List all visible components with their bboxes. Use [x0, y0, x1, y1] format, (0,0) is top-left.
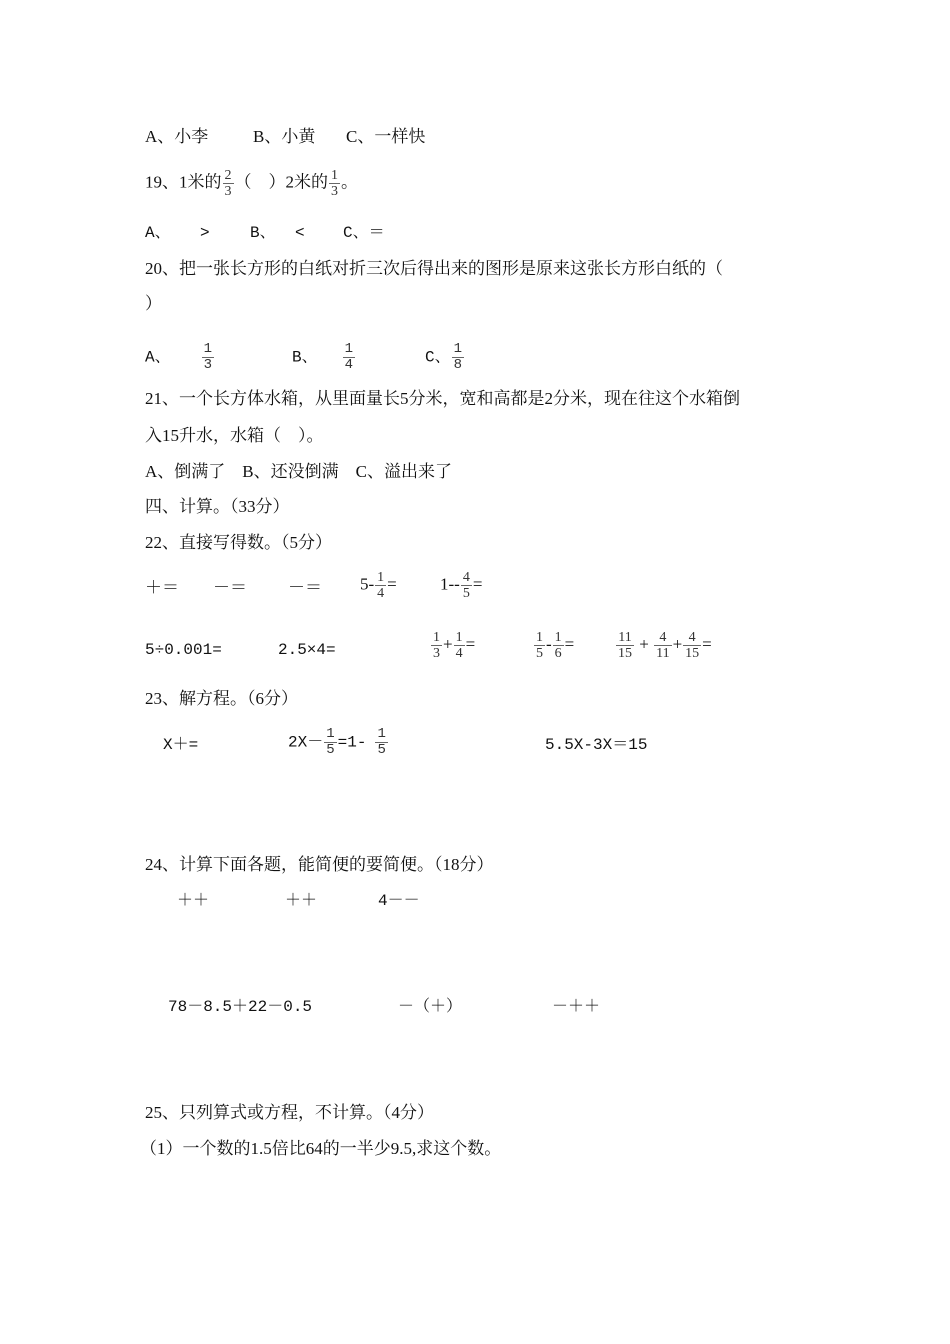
q24-expr-3: 4－－ [378, 892, 420, 910]
question-25-title: 25、只列算式或方程，不计算。（4分） [145, 1103, 434, 1122]
q24-expr-5: －（＋） [398, 998, 463, 1016]
fraction: $\frac{1}{8}$ [453, 341, 463, 373]
q22-expr-10: $\frac{11}{15}$ + $\frac{4}{11}$ + $\frac{4}{15}$ = [618, 630, 712, 661]
q19-option-a: A、 [145, 224, 171, 242]
q20-option-a: A、 $\frac{1}{3}$ [145, 341, 213, 373]
q24-expr-6: －＋＋ [552, 998, 601, 1016]
q18-option-a: A、小李 [145, 127, 209, 146]
question-20-line1: 20、把一张长方形的白纸对折三次后得出来的图形是原来这张长方形白纸的（ [145, 259, 723, 278]
fraction: $\frac{1}{5}$ [536, 630, 543, 661]
q19-prefix: 19、1米的 [145, 172, 222, 192]
q22-expr-3: －＝ [288, 578, 322, 597]
q20-option-b: B、 $\frac{1}{4}$ [292, 341, 354, 373]
fraction: $\frac{1}{4}$ [377, 570, 385, 601]
fraction: $\frac{1}{6}$ [554, 630, 562, 661]
fraction: $\frac{4}{5}$ [462, 570, 470, 601]
section-heading: 四、计算。（33分） [145, 497, 290, 516]
question-21-line1: 21、一个长方体水箱，从里面量长5分米，宽和高都是2分米，现在往这个水箱倒 [145, 389, 740, 408]
fraction: $\frac{1}{5}$ [377, 726, 386, 758]
fraction: $\frac{1}{3}$ [331, 168, 338, 199]
q22-expr-5: 1-- $\frac{4}{5}$ = [440, 570, 483, 601]
q19-option-a-symbol: > [200, 224, 210, 242]
fraction: $\frac{1}{4}$ [344, 341, 354, 373]
q22-expr-9: $\frac{1}{5}$ - $\frac{1}{6}$ = [536, 630, 575, 661]
q18-option-b: B、小黄 [253, 127, 316, 146]
fraction: $\frac{1}{5}$ [326, 726, 335, 758]
q18-option-c: C、一样快 [346, 127, 426, 146]
q23-equation-3: 5.5X-3X＝15 [545, 736, 648, 754]
q19-mid: （ ）2米的 [234, 172, 328, 192]
q19-option-b-symbol: < [295, 224, 305, 242]
fraction: $\frac{4}{15}$ [685, 630, 700, 661]
q24-expr-1: ＋＋ [177, 892, 210, 910]
fraction: $\frac{1}{3}$ [203, 341, 213, 373]
q22-expr-7: 2.5×4= [278, 641, 336, 659]
question-21-line2: 入15升水，水箱（ ）。 [145, 426, 324, 445]
q19-option-b: B、 [250, 224, 276, 242]
q22-expr-4: 5- $\frac{1}{4}$ = [360, 570, 397, 601]
question-19 [145, 168, 358, 199]
fraction: $\frac{4}{11}$ [656, 630, 670, 661]
question-20-line2: ） [145, 294, 162, 313]
q24-expr-4: 78－8.5＋22－0.5 [168, 998, 313, 1016]
q23-equation-2: 2X－ $\frac{1}{5}$ =1- $\frac{1}{5}$ [288, 726, 386, 758]
q19-option-c: C、＝ [343, 224, 385, 242]
fraction: $\frac{11}{15}$ [618, 630, 632, 661]
q21-options: A、倒满了 B、还没倒满 C、溢出来了 [145, 462, 452, 481]
question-25-sub1: （1）一个数的1.5倍比64的一半少9.5,求这个数。 [140, 1139, 502, 1158]
q20-option-c: C、 $\frac{1}{8}$ [425, 341, 463, 373]
q22-expr-1: ＋＝ [145, 578, 179, 597]
q24-expr-2: ＋＋ [285, 892, 318, 910]
fraction: $\frac{1}{3}$ [433, 630, 440, 661]
question-23-title: 23、解方程。（6分） [145, 689, 298, 708]
question-22-title: 22、直接写得数。（5分） [145, 533, 332, 552]
fraction: $\frac{1}{4}$ [455, 630, 463, 661]
question-24-title: 24、计算下面各题，能简便的要简便。（18分） [145, 855, 494, 874]
q19-suffix: 。 [341, 172, 358, 192]
q22-expr-8: $\frac{1}{3}$ + $\frac{1}{4}$ = [433, 630, 476, 661]
q22-expr-2: －＝ [213, 578, 247, 597]
fraction: $\frac{2}{3}$ [224, 168, 232, 199]
q23-equation-1: X＋= [163, 736, 199, 754]
q22-expr-6: 5÷0.001= [145, 641, 222, 659]
